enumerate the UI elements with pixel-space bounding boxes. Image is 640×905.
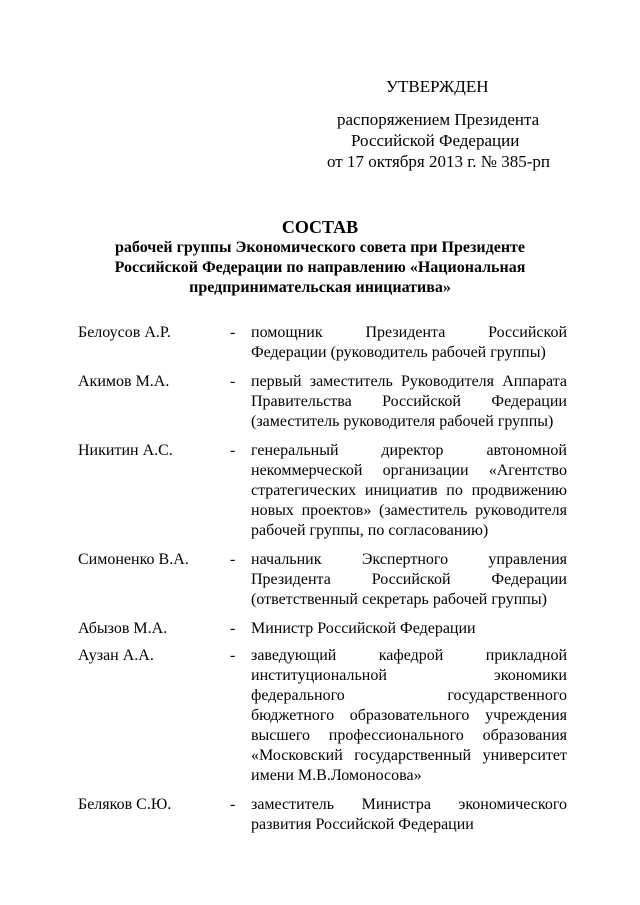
member-name: Беляков С.Ю. <box>78 796 172 813</box>
member-position-line: новых проектов» (заместитель руководителя <box>251 502 567 519</box>
member-position-line: Правительства Российской Федерации <box>251 393 567 410</box>
member-row <box>78 323 568 363</box>
document-title: СОСТАВ <box>281 217 359 237</box>
approval-stamp-heading: УТВЕРЖДЕН <box>386 77 489 96</box>
member-position-line: Президента Российской Федерации <box>251 571 567 588</box>
member-dash: - <box>230 442 236 459</box>
document-subtitle <box>60 238 580 298</box>
member-position-line: высшего профессионального образования <box>251 727 567 744</box>
member-name: Аузан А.А. <box>78 647 154 664</box>
subtitle-line: Российской Федерации по направлению «Национальная <box>114 259 526 276</box>
member-position-line: стратегических инициатив по продвижению <box>251 482 567 499</box>
member-position-line: Федерации (руководитель рабочей группы) <box>251 344 546 361</box>
member-position-line: институциональной экономики <box>251 667 567 684</box>
subtitle-line: рабочей группы Экономического совета при Президенте <box>115 239 525 256</box>
member-position-line: развития Российской Федерации <box>251 816 474 833</box>
members-list <box>78 323 568 835</box>
member-row <box>78 646 568 786</box>
member-position-line: Министр Российской Федерации <box>251 620 476 637</box>
member-position <box>251 441 567 541</box>
member-position-line: «Московский государственный университет <box>251 747 567 764</box>
subtitle-line: предпринимательская инициатива» <box>189 279 451 296</box>
member-row <box>78 550 568 610</box>
member-position-line: заместитель Министра экономического <box>251 796 567 813</box>
member-position-line: бюджетного образовательного учреждения <box>251 707 567 724</box>
member-position-line: имени М.В.Ломоносова» <box>251 767 422 784</box>
member-name: Акимов М.А. <box>78 373 170 390</box>
approval-line-1: распоряжением Президента <box>337 110 540 129</box>
member-name: Белоусов А.Р. <box>78 324 171 341</box>
member-row <box>78 795 568 835</box>
member-name: Абызов М.А. <box>78 620 168 637</box>
member-position-line: некоммерческой организации «Агентство <box>251 462 567 479</box>
member-dash: - <box>230 647 236 664</box>
member-position <box>251 795 567 835</box>
member-dash: - <box>230 324 236 341</box>
member-position-line: заведующий кафедрой прикладной <box>251 647 567 664</box>
member-row <box>78 441 568 541</box>
member-position-line: первый заместитель Руководителя Аппарата <box>251 373 567 390</box>
member-position <box>251 323 567 363</box>
member-dash: - <box>230 373 236 390</box>
member-row <box>78 372 568 432</box>
approval-line-3: от 17 октября 2013 г. № 385-рп <box>327 152 551 171</box>
member-position-line: генеральный директор автономной <box>251 442 567 459</box>
member-position <box>251 550 567 610</box>
member-row <box>78 619 568 639</box>
approval-block <box>300 76 600 172</box>
member-dash: - <box>230 551 236 568</box>
member-position-line: начальник Экспертного управления <box>251 551 567 568</box>
member-position <box>251 646 567 786</box>
member-position-line: помощник Президента Российской <box>251 324 567 341</box>
member-position-line: (ответственный секретарь рабочей группы) <box>251 591 547 608</box>
member-name: Никитин А.С. <box>78 442 173 459</box>
member-position <box>251 372 567 432</box>
member-dash: - <box>230 796 236 813</box>
member-position <box>251 619 567 639</box>
member-position-line: (заместитель руководителя рабочей группы) <box>251 413 554 430</box>
member-position-line: федерального государственного <box>251 687 567 704</box>
member-position-line: рабочей группы, по согласованию) <box>251 522 489 539</box>
approval-line-2: Российской Федерации <box>351 131 520 150</box>
member-name: Симоненко В.А. <box>78 551 189 568</box>
member-dash: - <box>230 620 236 637</box>
